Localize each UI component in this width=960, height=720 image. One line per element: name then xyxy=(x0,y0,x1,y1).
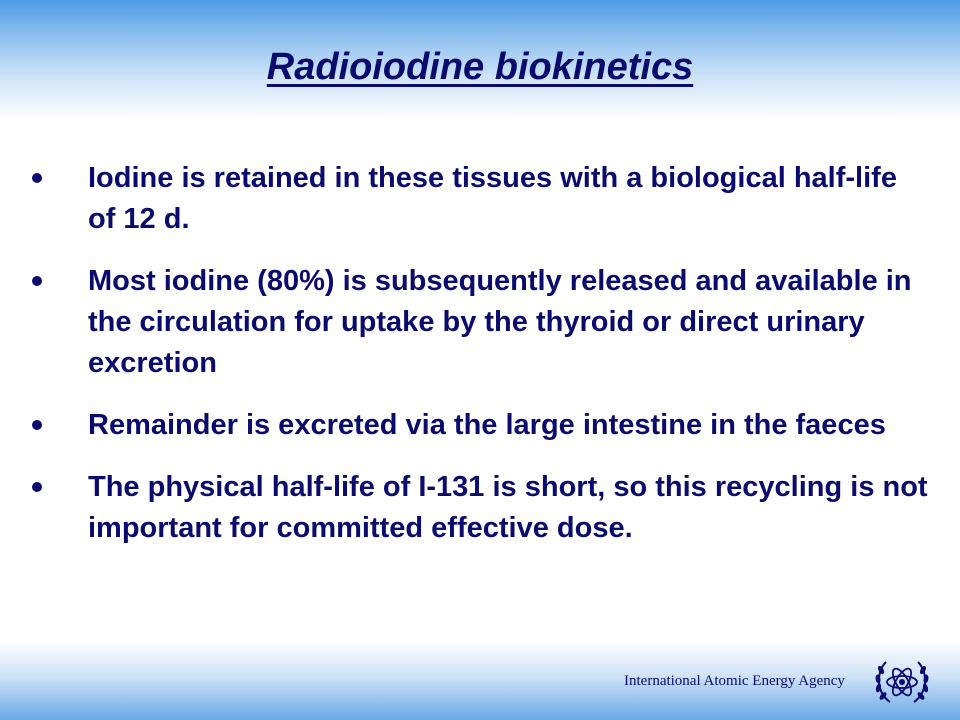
footer-organization-name: International Atomic Energy Agency xyxy=(624,673,845,689)
bullet-dot-icon xyxy=(30,171,44,185)
bullet-item xyxy=(30,158,930,240)
bullet-dot-icon xyxy=(30,418,44,432)
bullet-dot-icon xyxy=(30,274,44,288)
bullet-item xyxy=(30,467,930,549)
bullet-text: Iodine is retained in these tissues with a biological half-life of 12 d. xyxy=(88,162,897,235)
bullet-list xyxy=(30,158,930,570)
bullet-text: The physical half-life of I-131 is short, so this recycling is not important for committed effective dose. xyxy=(88,471,928,544)
slide-title: Radioiodine biokinetics xyxy=(266,46,694,88)
iaea-logo-icon xyxy=(872,656,932,708)
bullet-text: Most iodine (80%) is subsequently released and available in the circulation for uptake by the thyroid or direct urinary excretion xyxy=(88,265,912,379)
bullet-text: Remainder is excreted via the large intestine in the faeces xyxy=(88,409,886,441)
bullet-item xyxy=(30,405,930,446)
bullet-dot-icon xyxy=(30,480,44,494)
bullet-item xyxy=(30,261,930,384)
